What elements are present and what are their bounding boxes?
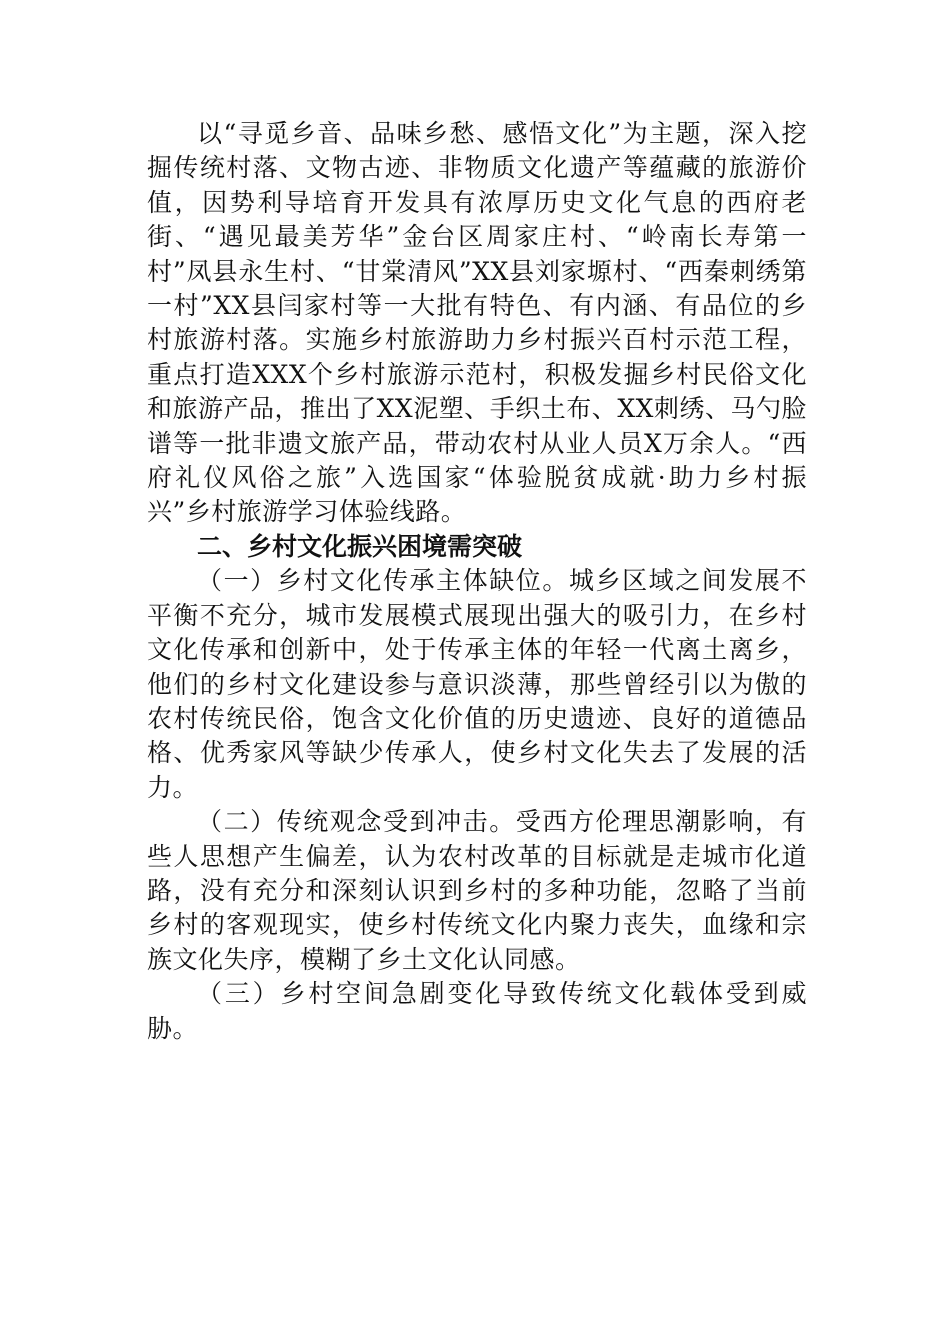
section-heading: 二、乡村文化振兴困境需突破 [197,531,523,561]
document-body [147,117,807,1046]
subsection-one: （一）乡村文化传承主体缺位。城乡区域之间发展不平衡不充分，城市发展模式展现出强大的吸引力，在乡村文化传承和创新中，处于传承主体的年轻一代离土离乡，他们的乡村文化建设参与意识淡薄，那些曾经引以为傲的农村传统民俗，饱含文化价值的历史遗迹、良好的道德品格、优秀家风等缺少传承人，使乡村文化失去了发展的活力。 [147,566,807,802]
subsection-two: （二）传统观念受到冲击。受西方伦理思潮影响，有些人思想产生偏差，认为农村改革的目标就是走城市化道路，没有充分和深刻认识到乡村的多种功能，忽略了当前乡村的客观现实，使乡村传统文化内聚力丧失，血缘和宗族文化失序，模糊了乡土文化认同感。 [147,807,807,974]
paragraph-rural-tourism: 以“寻觅乡音、品味乡愁、感悟文化”为主题，深入挖掘传统村落、文物古迹、非物质文化遗产等蕴藏的旅游价值，因势利导培育开发具有浓厚历史文化气息的西府老街、“遇见最美芳华”金台区周家庄村、“岭南长寿第一村”凤县永生村、“甘棠清风”XX县刘家塬村、“西秦刺绣第一村”XX县闫家村等一大批有特色、有内涵、有品位的乡村旅游村落。实施乡村旅游助力乡村振兴百村示范工程，重点打造XXX个乡村旅游示范村，积极发掘乡村民俗文化和旅游产品，推出了XX泥塑、手织土布、XX刺绣、马勺脸谱等一批非遗文旅产品，带动农村从业人员X万余人。“西府礼仪风俗之旅”入选国家“体验脱贫成就·助力乡村振兴”乡村旅游学习体验线路。 [147,119,807,527]
subsection-three: （三）乡村空间急剧变化导致传统文化载体受到威胁。 [147,979,807,1043]
